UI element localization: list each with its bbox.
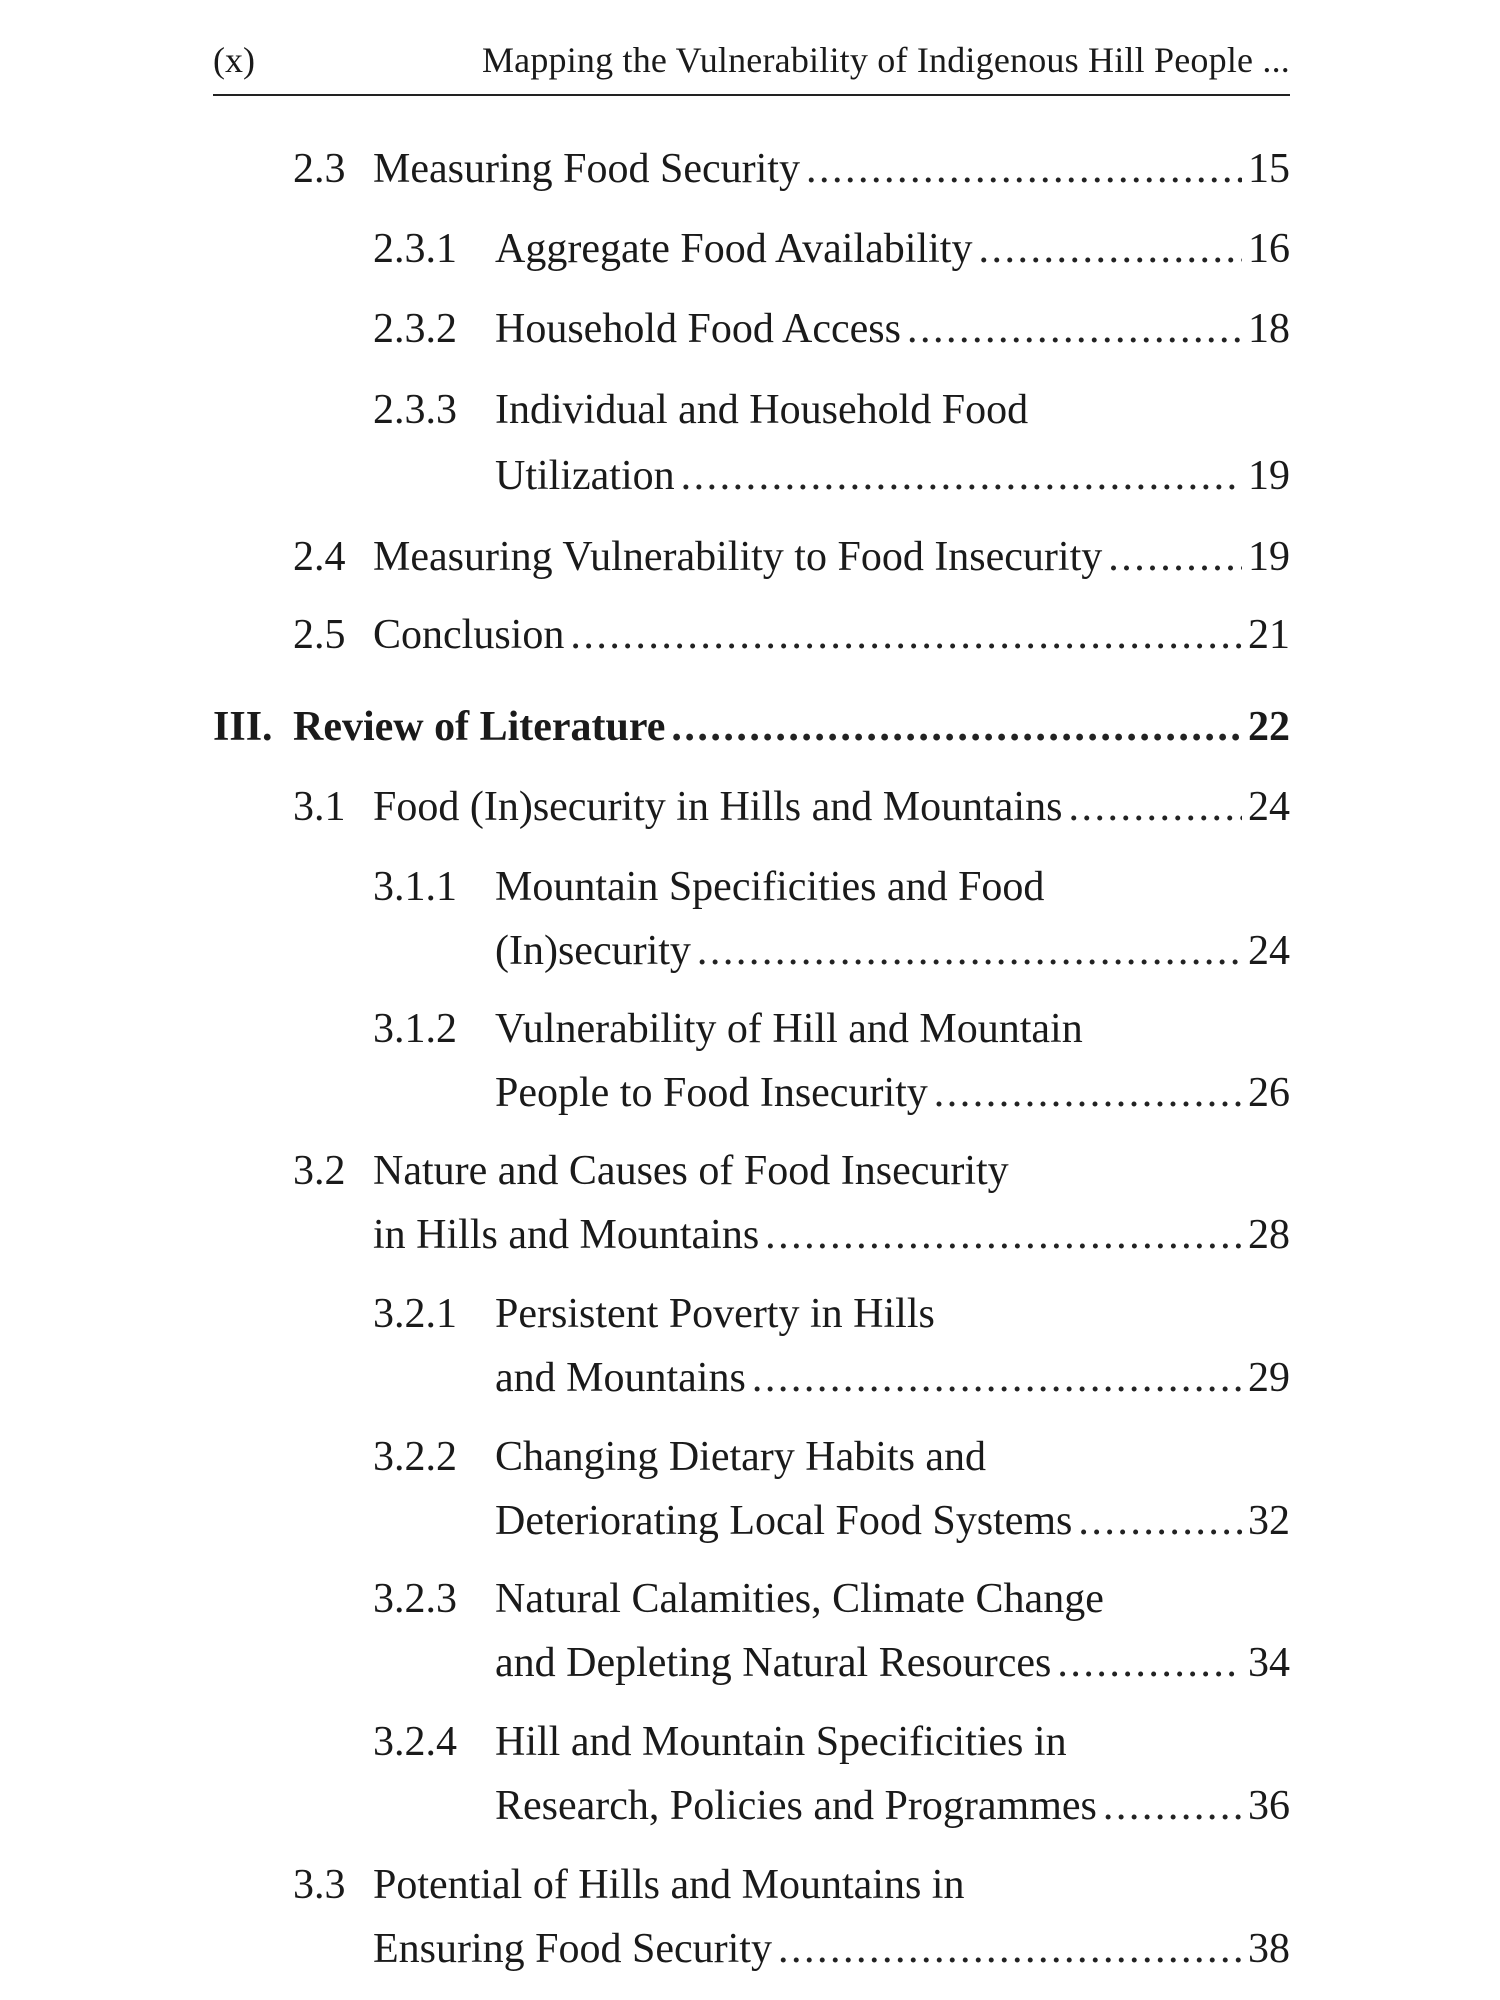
toc-entry-page: 26 xyxy=(1248,1070,1290,1116)
toc-entry-page: 36 xyxy=(1248,1783,1290,1829)
toc-entry-title: Household Food Access xyxy=(495,306,901,352)
toc-entry-page: 38 xyxy=(1248,1926,1290,1972)
dot-leader xyxy=(570,608,1242,662)
toc-entry-title: Individual and Household Food xyxy=(495,387,1029,433)
toc-entry-title: Persistent Poverty in Hills xyxy=(495,1291,935,1337)
toc-entry-title-continued: Ensuring Food Security xyxy=(373,1926,772,1972)
toc-entry-page: 19 xyxy=(1248,453,1290,499)
toc-entry-3-2-1[interactable] xyxy=(373,1287,1290,1407)
toc-entry-title: Changing Dietary Habits and xyxy=(495,1434,987,1480)
toc-entry-number: 3.1.1 xyxy=(373,864,457,910)
toc-entry-title-continued: in Hills and Mountains xyxy=(373,1212,760,1258)
dot-leader xyxy=(1108,530,1242,584)
toc-entry-title: Conclusion xyxy=(373,612,565,658)
toc-entry-page: 19 xyxy=(1248,534,1290,580)
toc-entry-number: 3.2.4 xyxy=(373,1719,457,1765)
toc-entry-3-1-1[interactable] xyxy=(373,860,1290,980)
running-title: Mapping the Vulnerability of Indigenous Hill People ... xyxy=(481,40,1290,80)
toc-entry-title: Mountain Specificities and Food xyxy=(495,864,1045,910)
toc-entry-number: 3.1.2 xyxy=(373,1006,457,1052)
toc-entry-number: 3.2 xyxy=(293,1148,346,1194)
dot-leader xyxy=(681,449,1242,503)
toc-entry-title: Measuring Food Security xyxy=(373,146,800,192)
toc-entry-page: 18 xyxy=(1248,306,1290,352)
toc-entry-title-continued: and Mountains xyxy=(495,1355,746,1401)
toc-chapter-title: Review of Literature xyxy=(293,704,666,750)
toc-entry-title: Vulnerability of Hill and Mountain xyxy=(495,1006,1083,1052)
toc-entry-title-continued: and Depleting Natural Resources xyxy=(495,1640,1052,1686)
dot-leader xyxy=(778,1922,1242,1976)
toc-entry-number: 3.2.2 xyxy=(373,1434,457,1480)
dot-leader xyxy=(907,302,1242,356)
toc-entry-page: 16 xyxy=(1248,226,1290,272)
toc-entry-title: Measuring Vulnerability to Food Insecurity xyxy=(373,534,1103,580)
toc-entry-title: Food (In)security in Hills and Mountains xyxy=(373,784,1063,830)
toc-entry-number: 2.5 xyxy=(293,612,346,658)
toc-entry-title-continued: Utilization xyxy=(495,453,675,499)
dot-leader xyxy=(752,1351,1242,1405)
toc-entry-number: 3.1 xyxy=(293,784,346,830)
toc-entry-page: 32 xyxy=(1248,1498,1290,1544)
toc-entry-page: 24 xyxy=(1248,784,1290,830)
toc-entry-number: 2.3 xyxy=(293,146,346,192)
dot-leader xyxy=(1103,1779,1242,1833)
dot-leader xyxy=(671,700,1242,754)
toc-entry-number: 2.3.3 xyxy=(373,387,457,433)
dot-leader xyxy=(1078,1494,1242,1548)
dot-leader xyxy=(765,1208,1242,1262)
page-number: (x) xyxy=(213,40,255,80)
dot-leader xyxy=(1057,1636,1242,1690)
toc-entry-title: Nature and Causes of Food Insecurity xyxy=(373,1148,1009,1194)
dot-leader xyxy=(978,222,1242,276)
toc-entry-number: 2.3.2 xyxy=(373,306,457,352)
toc-entry-title-continued: Research, Policies and Programmes xyxy=(495,1783,1097,1829)
toc-entry-number: 3.2.3 xyxy=(373,1576,457,1622)
toc-entry-page: 24 xyxy=(1248,928,1290,974)
dot-leader xyxy=(1068,780,1242,834)
toc-entry-page: 34 xyxy=(1248,1640,1290,1686)
dot-leader xyxy=(934,1066,1242,1120)
toc-entry-3-1-2[interactable] xyxy=(373,1002,1290,1122)
toc-entry-title-continued: Deteriorating Local Food Systems xyxy=(495,1498,1073,1544)
dot-leader xyxy=(697,924,1242,978)
toc-entry-2-3-3[interactable] xyxy=(373,383,1290,503)
toc-chapter-page: 22 xyxy=(1248,704,1290,750)
dot-leader xyxy=(806,142,1242,196)
toc-entry-3-3[interactable] xyxy=(293,1858,1290,1978)
toc-entry-3-2-3[interactable] xyxy=(373,1572,1290,1692)
toc-entry-number: 3.3 xyxy=(293,1862,346,1908)
toc-entry-3-2-4[interactable] xyxy=(373,1715,1290,1835)
toc-entry-title-continued: People to Food Insecurity xyxy=(495,1070,928,1116)
toc-entry-page: 28 xyxy=(1248,1212,1290,1258)
toc-entry-title: Potential of Hills and Mountains in xyxy=(373,1862,965,1908)
toc-entry-page: 29 xyxy=(1248,1355,1290,1401)
toc-entry-title: Natural Calamities, Climate Change xyxy=(495,1576,1104,1622)
toc-entry-title-continued: (In)security xyxy=(495,928,691,974)
toc-entry-page: 15 xyxy=(1248,146,1290,192)
toc-entry-number: 2.4 xyxy=(293,534,346,580)
toc-entry-title: Hill and Mountain Specificities in xyxy=(495,1719,1067,1765)
toc-entry-number: 2.3.1 xyxy=(373,226,457,272)
toc-entry-3-2-2[interactable] xyxy=(373,1430,1290,1550)
toc-entry-number: 3.2.1 xyxy=(373,1291,457,1337)
toc-chapter-number: III. xyxy=(213,704,273,750)
toc-entry-3-2[interactable] xyxy=(293,1144,1290,1264)
toc-entry-title: Aggregate Food Availability xyxy=(495,226,973,272)
toc-entry-page: 21 xyxy=(1248,612,1290,658)
